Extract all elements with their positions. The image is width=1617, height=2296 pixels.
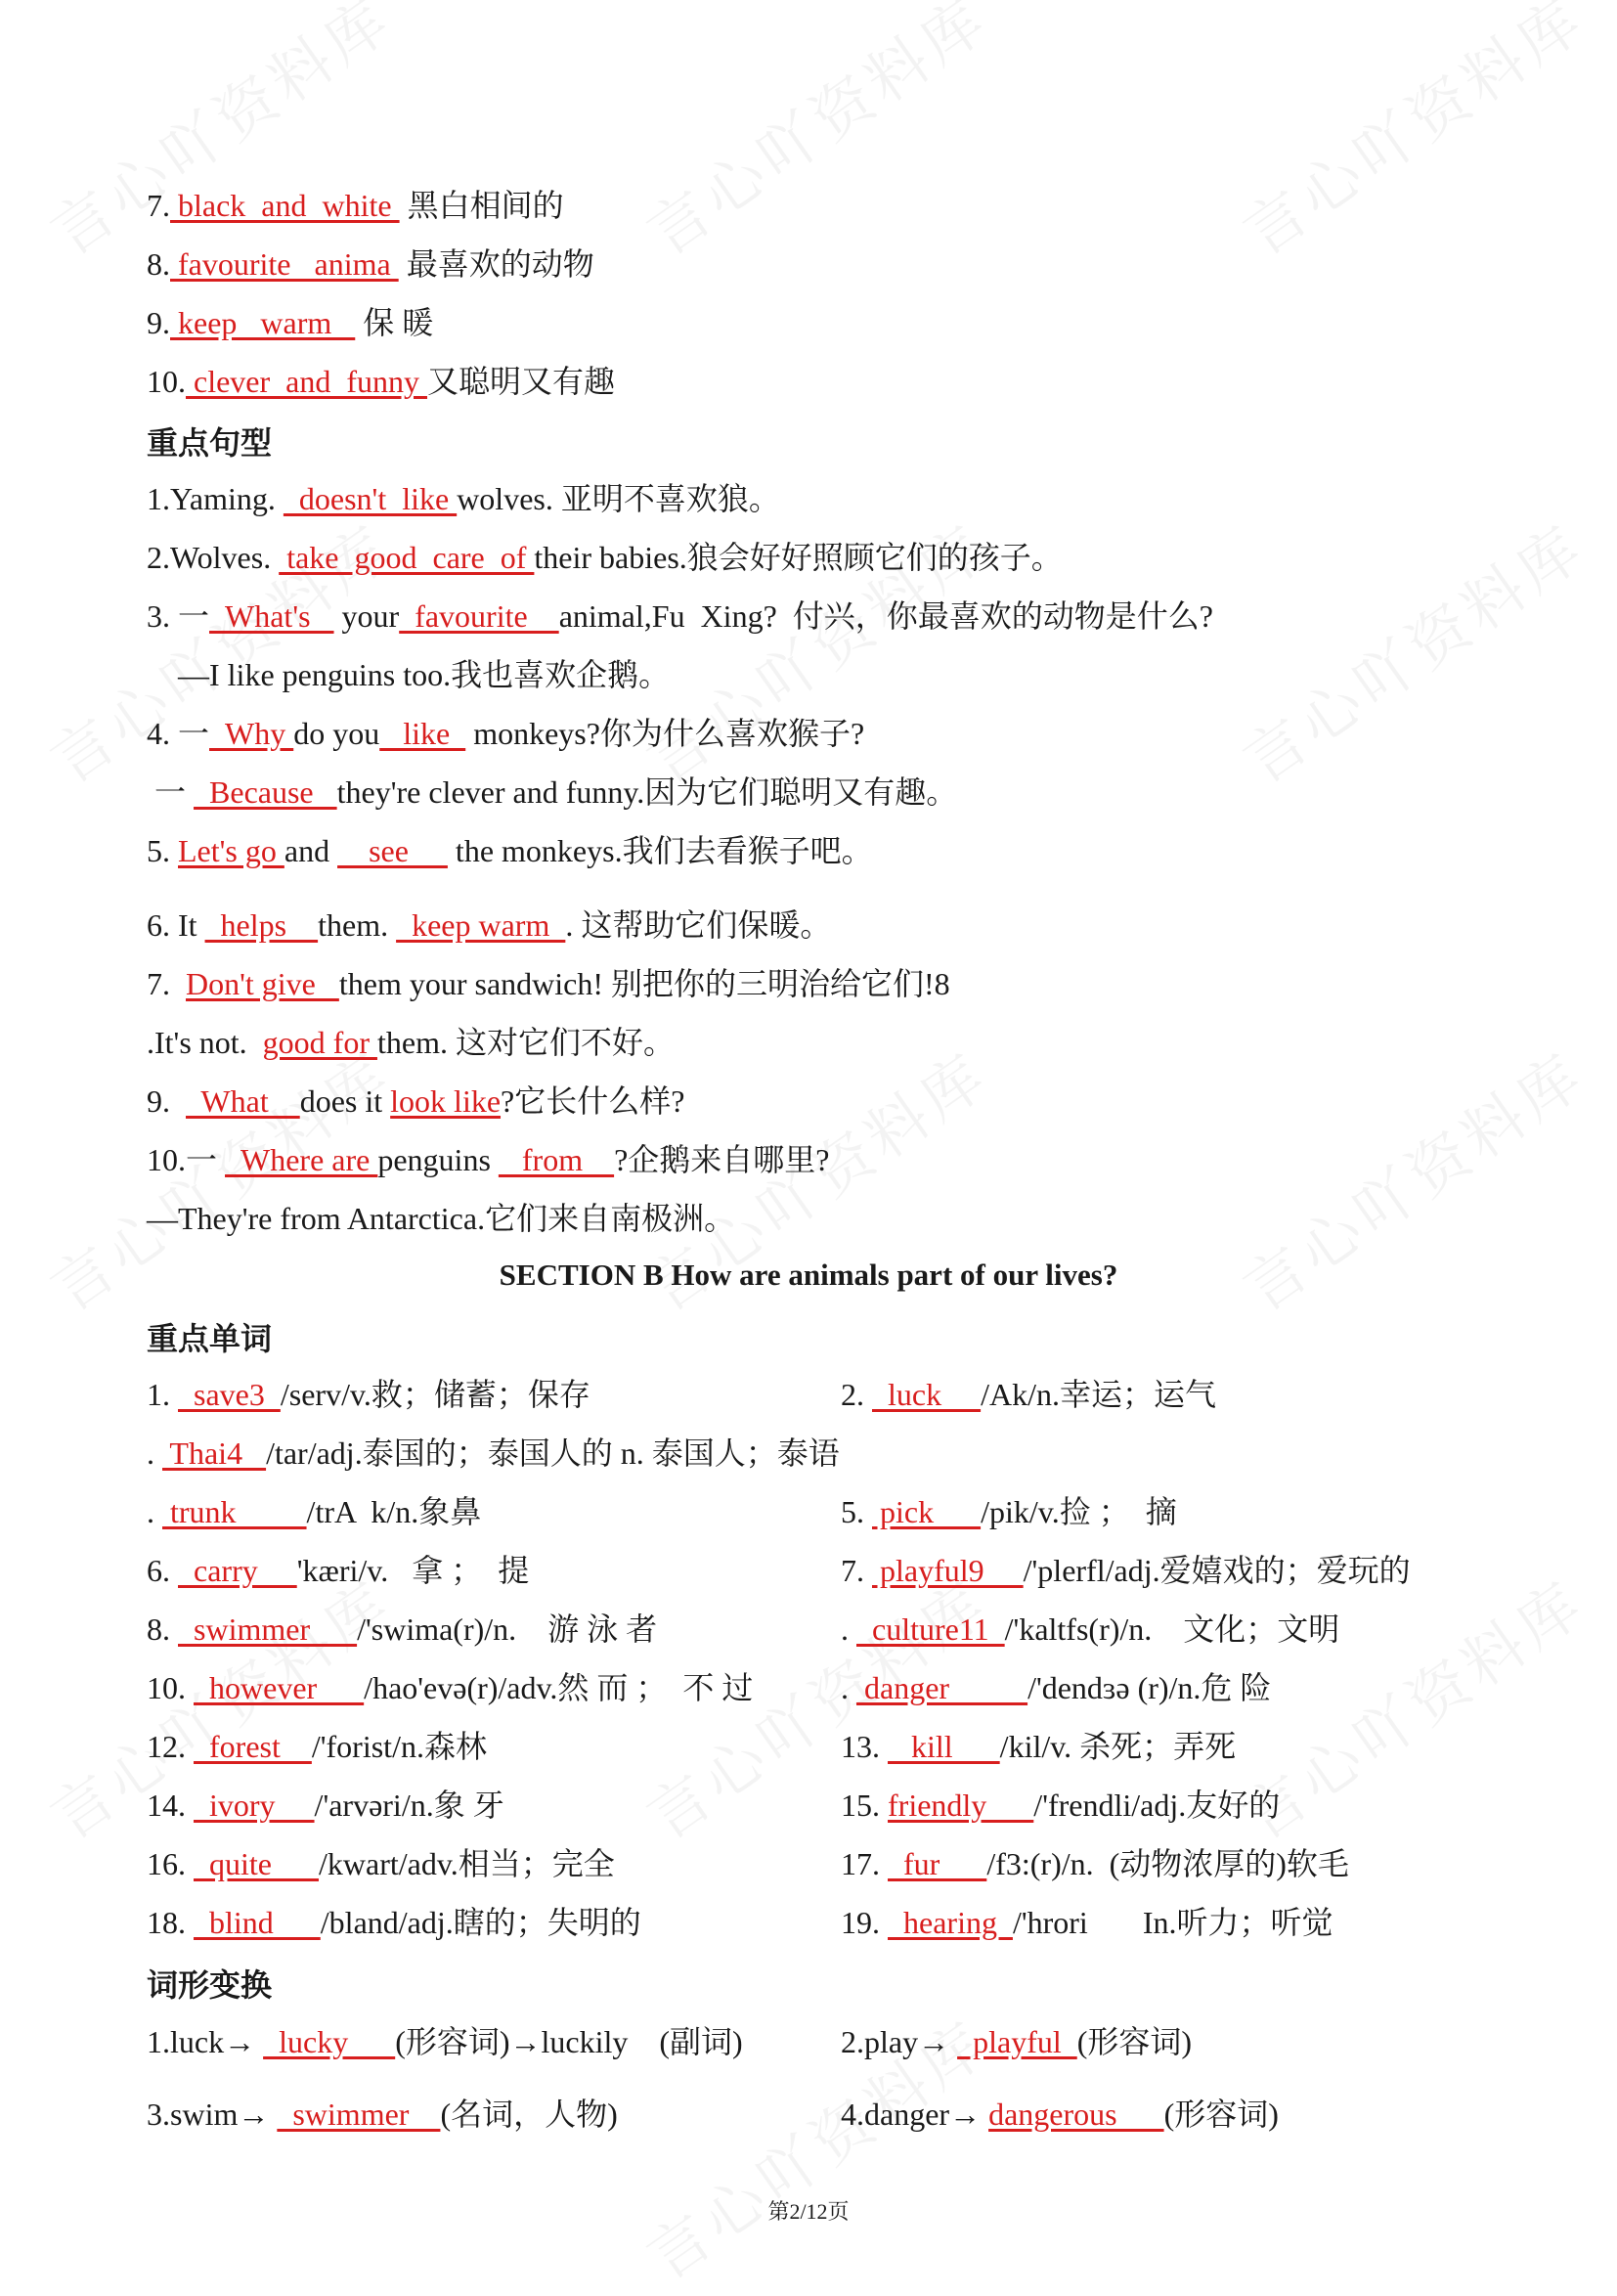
word-definition: /'dendɜə (r)/n.危 险 xyxy=(1027,1670,1272,1705)
word-definition: /'swima(r)/n. 游 泳 者 xyxy=(357,1612,658,1647)
answer: playful xyxy=(957,2024,1077,2059)
sentence-item xyxy=(147,479,780,518)
item-number: 10. xyxy=(147,1670,194,1705)
sentence-text: them. 这对它们不好。 xyxy=(376,1025,675,1060)
sentence-item xyxy=(147,1023,675,1062)
form-item xyxy=(841,2095,1279,2134)
sentence-item xyxy=(147,596,1213,636)
form-item xyxy=(841,2022,1192,2061)
item-number: 15. xyxy=(841,1788,888,1823)
watermark xyxy=(1223,500,1599,800)
sentence-text: 1.Yaming. xyxy=(147,481,284,516)
word-definition: /pik/v.捡 ； 摘 xyxy=(981,1494,1177,1529)
answer: favourite anima xyxy=(170,246,399,282)
word-item xyxy=(841,1727,1236,1766)
chinese-gloss: 最喜欢的动物 xyxy=(406,246,594,282)
word-definition: /f3:(r)/n. (动物浓厚的)软毛 xyxy=(986,1846,1349,1881)
sentence-item xyxy=(147,1140,830,1179)
sentence-text: ?它长什么样? xyxy=(501,1083,685,1119)
item-number: . xyxy=(147,1435,162,1471)
answer: blind xyxy=(194,1905,321,1940)
item-number: 9. xyxy=(147,305,170,340)
answer: black and white xyxy=(170,188,400,223)
section-heading-sentences: 重点句型 xyxy=(147,424,273,462)
answer: lucky xyxy=(263,2024,396,2059)
watermark xyxy=(30,0,407,272)
form-note: (形容词) xyxy=(1076,2024,1193,2059)
word-item xyxy=(841,1492,1177,1531)
word-definition: /hao'evə(r)/adv.然 而 ； 不 过 xyxy=(364,1670,754,1705)
word-definition: /kil/v. 杀死；弄死 xyxy=(999,1729,1237,1764)
word-item xyxy=(147,1844,615,1883)
answer: fur xyxy=(888,1846,987,1881)
sentence-text: animal,Fu Xing? 付兴，你最喜欢的动物是什么? xyxy=(558,598,1213,634)
item-number: 8. xyxy=(147,246,170,282)
sentence-text: them. xyxy=(318,907,397,943)
form-item xyxy=(147,2095,618,2134)
answer: good for xyxy=(262,1025,377,1060)
form-note: (名词，人物) xyxy=(440,2097,618,2132)
answer: keep warm xyxy=(170,305,356,340)
form-note: (形容词)→luckily (副词) xyxy=(395,2024,743,2059)
answer: Don't give xyxy=(186,966,339,1001)
word-item xyxy=(147,1551,529,1590)
word-definition: /serv/v.救；储蓄；保存 xyxy=(280,1377,590,1412)
answer: What's xyxy=(209,598,334,634)
sentence-text: monkeys?你为什么喜欢猴子? xyxy=(465,716,865,751)
sentence-item xyxy=(147,964,950,1003)
item-number: 2. xyxy=(841,1377,872,1412)
form-base: 3.swim→ xyxy=(147,2097,278,2132)
word-item xyxy=(147,1375,590,1414)
answer: carry xyxy=(178,1553,297,1588)
word-item xyxy=(841,1786,1280,1825)
sentence-text: .It's not. xyxy=(147,1025,263,1060)
answer: Thai4 xyxy=(162,1435,267,1471)
word-item xyxy=(841,1375,1216,1414)
word-item xyxy=(147,1434,840,1473)
word-definition: /'hrori In.听力；听觉 xyxy=(1012,1905,1333,1940)
sentence-text: ?企鹅来自哪里? xyxy=(614,1142,830,1177)
word-definition: /'frendli/adj.友好的 xyxy=(1033,1788,1281,1823)
item-number: 18. xyxy=(147,1905,194,1940)
answer: keep warm xyxy=(396,907,566,943)
sentence-text: 5. xyxy=(147,833,178,868)
page-footer: 第2/12页 xyxy=(767,2199,850,2224)
answer: from xyxy=(498,1142,615,1177)
answer: however xyxy=(194,1670,365,1705)
watermark xyxy=(1223,0,1599,272)
sentence-item xyxy=(147,538,1063,577)
form-base: 4.danger→ xyxy=(841,2097,989,2132)
sentence-text: the monkeys.我们去看猴子吧。 xyxy=(447,833,873,868)
answer: swimmer xyxy=(178,1612,358,1647)
sentence-text: penguins xyxy=(377,1142,499,1177)
answer: ivory xyxy=(194,1788,315,1823)
sentence-text: 9. xyxy=(147,1083,186,1119)
phrase-item xyxy=(147,362,615,401)
word-definition: /Ak/n.幸运；运气 xyxy=(981,1377,1216,1412)
answer: dangerous xyxy=(988,2097,1164,2132)
answer: danger xyxy=(856,1670,1028,1705)
item-number: 16. xyxy=(147,1846,194,1881)
item-number: 6. xyxy=(147,1553,178,1588)
sentence-text: do you xyxy=(293,716,380,751)
item-number: . xyxy=(841,1670,856,1705)
word-item xyxy=(841,1610,1339,1649)
answer: hearing xyxy=(888,1905,1013,1940)
answer: swimmer xyxy=(277,2097,441,2132)
answer: culture11 xyxy=(856,1612,1005,1647)
word-item xyxy=(841,1844,1349,1883)
section-heading-words: 重点单词 xyxy=(147,1320,273,1357)
item-number: 17. xyxy=(841,1846,888,1881)
answer: doesn't like xyxy=(283,481,458,516)
answer: quite xyxy=(194,1846,319,1881)
item-number: 10. xyxy=(147,364,186,399)
word-item xyxy=(841,1551,1411,1590)
sentence-text: 7. xyxy=(147,966,186,1001)
answer: clever and funny xyxy=(186,364,428,399)
item-number: 13. xyxy=(841,1729,888,1764)
item-number: 12. xyxy=(147,1729,194,1764)
chinese-gloss: 黑白相间的 xyxy=(407,188,564,223)
item-number: 19. xyxy=(841,1905,888,1940)
sentence-item xyxy=(147,714,864,753)
chinese-gloss: 又聪明又有趣 xyxy=(427,364,616,399)
sentence-text: and xyxy=(284,833,338,868)
word-definition: /'arvəri/n.象 牙 xyxy=(314,1788,504,1823)
answer: take good care of xyxy=(279,540,535,575)
item-number: . xyxy=(841,1612,856,1647)
answer: save3 xyxy=(178,1377,281,1412)
form-note: (形容词) xyxy=(1163,2097,1279,2132)
word-definition: /'kaltfs(r)/n. 文化；文明 xyxy=(1004,1612,1340,1647)
answer: pick xyxy=(872,1494,982,1529)
item-number: 1. xyxy=(147,1377,178,1412)
phrase-item xyxy=(147,186,564,225)
word-item xyxy=(841,1903,1333,1942)
answer: friendly xyxy=(888,1788,1034,1823)
sentence-text: 6. It xyxy=(147,907,205,943)
answer: like xyxy=(379,716,466,751)
answer: playful9 xyxy=(872,1553,1024,1588)
phrase-item xyxy=(147,303,433,342)
word-item xyxy=(147,1786,504,1825)
answer: Where are xyxy=(225,1142,378,1177)
sentence-text: 10.一 xyxy=(147,1142,226,1177)
sentence-reply: —They're from Antarctica.它们来自南极洲。 xyxy=(147,1201,736,1236)
answer: Because xyxy=(194,774,337,810)
section-heading-forms: 词形变换 xyxy=(147,1966,273,2004)
form-base: 2.play→ xyxy=(841,2024,958,2059)
item-number: 8. xyxy=(147,1612,178,1647)
word-item xyxy=(147,1610,657,1649)
watermark xyxy=(627,0,1003,272)
word-definition: 'kæri/v. 拿 ； 提 xyxy=(296,1553,530,1588)
sentence-reply xyxy=(147,773,957,812)
answer: helps xyxy=(204,907,319,943)
answer: trunk xyxy=(162,1494,307,1529)
sentence-text: wolves. 亚明不喜欢狼。 xyxy=(457,481,780,516)
sentence-text: 一 xyxy=(147,774,195,810)
sentence-text: does it xyxy=(299,1083,391,1119)
answer: What xyxy=(186,1083,300,1119)
word-definition: /bland/adj.瞎的；失明的 xyxy=(320,1905,641,1940)
item-number: 14. xyxy=(147,1788,194,1823)
word-definition: /trA k/n.象鼻 xyxy=(306,1494,482,1529)
answer: Why xyxy=(209,716,294,751)
word-definition: /'forist/n.森林 xyxy=(311,1729,487,1764)
section-title: SECTION B How are animals part of our lives? xyxy=(499,1258,1118,1292)
answer: forest xyxy=(194,1729,312,1764)
sentence-text: they're clever and funny.因为它们聪明又有趣。 xyxy=(336,774,958,810)
sentence-text: 3. 一 xyxy=(147,598,210,634)
word-item xyxy=(147,1668,753,1707)
form-item xyxy=(147,2022,743,2061)
answer: luck xyxy=(872,1377,982,1412)
word-item xyxy=(147,1727,487,1766)
word-definition: /tar/adj.泰国的；泰国人的 n. 泰国人；泰语 xyxy=(266,1435,840,1471)
sentence-text: 2.Wolves. xyxy=(147,540,280,575)
item-number: 7. xyxy=(841,1553,872,1588)
sentence-reply: —I like penguins too.我也喜欢企鹅。 xyxy=(178,657,671,692)
word-item xyxy=(147,1903,641,1942)
sentence-text: . 这帮助它们保暖。 xyxy=(565,907,832,943)
answer: see xyxy=(337,833,448,868)
phrase-item xyxy=(147,244,594,284)
answer: Let's go xyxy=(178,833,284,868)
word-definition: /'plerfl/adj.爱嬉戏的；爱玩的 xyxy=(1023,1553,1411,1588)
sentence-text: them your sandwich! 别把你的三明治给它们!8 xyxy=(338,966,950,1001)
sentence-text: 4. 一 xyxy=(147,716,210,751)
answer: favourite xyxy=(399,598,559,634)
sentence-item xyxy=(147,831,873,870)
item-number: . xyxy=(147,1494,162,1529)
word-definition: /kwart/adv.相当；完全 xyxy=(318,1846,615,1881)
answer: look like xyxy=(390,1083,502,1119)
item-number: 5. xyxy=(841,1494,872,1529)
sentence-item xyxy=(147,1082,684,1121)
sentence-text: their babies.狼会好好照顾它们的孩子。 xyxy=(534,540,1063,575)
form-base: 1.luck→ xyxy=(147,2024,264,2059)
sentence-item xyxy=(147,905,831,945)
chinese-gloss: 保 暖 xyxy=(363,305,434,340)
item-number: 7. xyxy=(147,188,170,223)
word-item xyxy=(147,1492,481,1531)
sentence-text: your xyxy=(333,598,400,634)
word-item xyxy=(841,1668,1271,1707)
answer: kill xyxy=(888,1729,1000,1764)
